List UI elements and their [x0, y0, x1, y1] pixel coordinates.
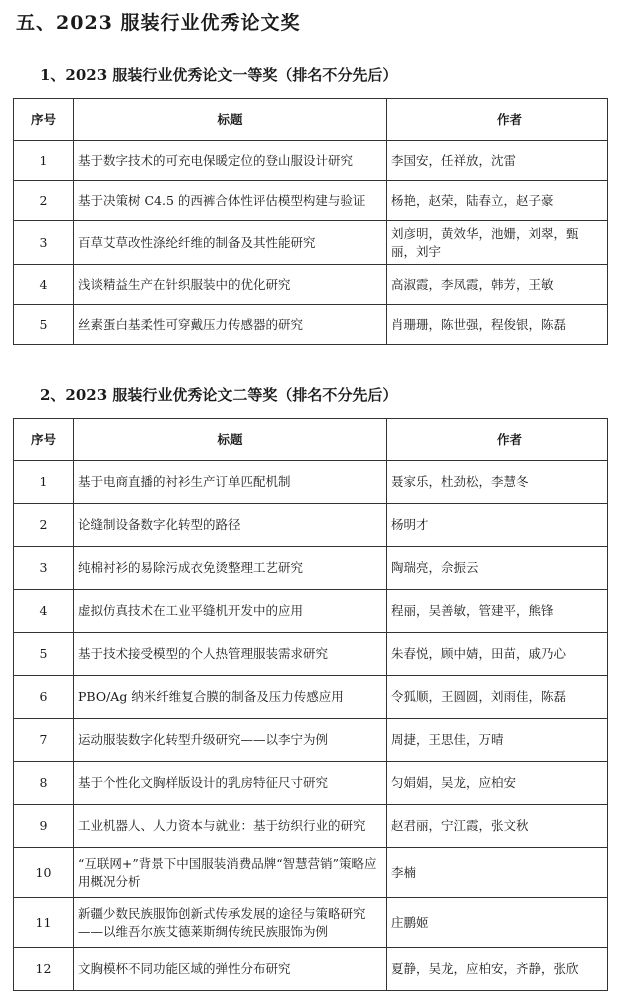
- row-num: 7: [14, 719, 74, 762]
- table-row: [14, 547, 608, 590]
- row-authors: 杨明才: [387, 504, 608, 547]
- row-num: 1: [14, 461, 74, 504]
- row-num: 11: [14, 898, 74, 948]
- row-num: 4: [14, 265, 74, 305]
- second-prize-table: [13, 418, 608, 991]
- row-num: 3: [14, 221, 74, 265]
- table-row: [14, 676, 608, 719]
- table-header-row: [14, 99, 608, 141]
- row-title: 新疆少数民族服饰创新式传承发展的途径与策略研究——以维吾尔族艾德莱斯绸传统民族服饰为例: [74, 898, 387, 948]
- row-authors: 李楠: [387, 848, 608, 898]
- table-row: [14, 141, 608, 181]
- row-authors: 令狐顺，王圆圆，刘雨佳，陈磊: [387, 676, 608, 719]
- table-row: [14, 590, 608, 633]
- row-authors: 李国安，任祥放，沈雷: [387, 141, 608, 181]
- row-authors: 陶瑞亮，佘振云: [387, 547, 608, 590]
- row-title: 基于决策树 C4.5 的西裤合体性评估模型构建与验证: [74, 181, 387, 221]
- table-row: [14, 221, 608, 265]
- header-title: 标题: [74, 99, 387, 141]
- row-title: 运动服装数字化转型升级研究——以李宁为例: [74, 719, 387, 762]
- row-authors: 程丽，吴善敏，管建平，熊锋: [387, 590, 608, 633]
- row-title: 文胸模杯不同功能区域的弹性分布研究: [74, 948, 387, 991]
- row-num: 1: [14, 141, 74, 181]
- table-row: [14, 305, 608, 345]
- row-title: 论缝制设备数字化转型的路径: [74, 504, 387, 547]
- table-row: [14, 633, 608, 676]
- row-num: 8: [14, 762, 74, 805]
- row-authors: 刘彦明，黄效华，池姗，刘翠，甄丽，刘宇: [387, 221, 608, 265]
- row-authors: 杨艳，赵荣，陆春立，赵子豪: [387, 181, 608, 221]
- row-title: 丝素蛋白基柔性可穿戴压力传感器的研究: [74, 305, 387, 345]
- row-num: 2: [14, 181, 74, 221]
- row-title: 基于技术接受模型的个人热管理服装需求研究: [74, 633, 387, 676]
- row-title: PBO/Ag 纳米纤维复合膜的制备及压力传感应用: [74, 676, 387, 719]
- row-title: 虚拟仿真技术在工业平缝机开发中的应用: [74, 590, 387, 633]
- row-title: 百草艾草改性涤纶纤维的制备及其性能研究: [74, 221, 387, 265]
- table-row: [14, 719, 608, 762]
- row-title: 工业机器人、人力资本与就业：基于纺织行业的研究: [74, 805, 387, 848]
- table-row: [14, 948, 608, 991]
- table-row: [14, 762, 608, 805]
- table-row: [14, 181, 608, 221]
- row-authors: 朱春悦，顾中婧，田苗，戚乃心: [387, 633, 608, 676]
- row-authors: 夏静，吴龙，应柏安，齐静，张欣: [387, 948, 608, 991]
- header-num: 序号: [14, 99, 74, 141]
- table-header-row: [14, 419, 608, 461]
- row-title: 纯棉衬衫的易除污成衣免烫整理工艺研究: [74, 547, 387, 590]
- header-num: 序号: [14, 419, 74, 461]
- table-row: [14, 898, 608, 948]
- table-row: [14, 805, 608, 848]
- page-title: 五、2023 服装行业优秀论文奖: [16, 12, 301, 34]
- row-authors: 肖珊珊，陈世强，程俊银，陈磊: [387, 305, 608, 345]
- row-title: 基于数字技术的可充电保暖定位的登山服设计研究: [74, 141, 387, 181]
- row-authors: 高淑霞，李凤霞，韩芳，王敏: [387, 265, 608, 305]
- row-num: 4: [14, 590, 74, 633]
- table-row: [14, 848, 608, 898]
- header-author: 作者: [387, 419, 608, 461]
- row-num: 10: [14, 848, 74, 898]
- row-title: 基于个性化文胸样版设计的乳房特征尺寸研究: [74, 762, 387, 805]
- section-title-first-prize: 1、2023 服装行业优秀论文一等奖（排名不分先后）: [40, 66, 398, 84]
- row-title: “互联网+”背景下中国服装消费品牌“智慧营销”策略应用概况分析: [74, 848, 387, 898]
- row-num: 5: [14, 633, 74, 676]
- row-authors: 庄鹏姬: [387, 898, 608, 948]
- row-authors: 匀娟娟，吴龙，应柏安: [387, 762, 608, 805]
- row-authors: 聂家乐，杜劲松，李慧冬: [387, 461, 608, 504]
- row-title: 基于电商直播的衬衫生产订单匹配机制: [74, 461, 387, 504]
- table-row: [14, 504, 608, 547]
- section-title-second-prize: 2、2023 服装行业优秀论文二等奖（排名不分先后）: [40, 386, 398, 404]
- row-num: 5: [14, 305, 74, 345]
- header-author: 作者: [387, 99, 608, 141]
- row-num: 12: [14, 948, 74, 991]
- row-num: 3: [14, 547, 74, 590]
- table-row: [14, 265, 608, 305]
- header-title: 标题: [74, 419, 387, 461]
- row-num: 9: [14, 805, 74, 848]
- row-title: 浅谈精益生产在针织服装中的优化研究: [74, 265, 387, 305]
- table-row: [14, 461, 608, 504]
- row-authors: 周捷，王思佳，万晴: [387, 719, 608, 762]
- row-num: 2: [14, 504, 74, 547]
- first-prize-table: [13, 98, 608, 345]
- row-authors: 赵君丽，宁江霞，张文秋: [387, 805, 608, 848]
- row-num: 6: [14, 676, 74, 719]
